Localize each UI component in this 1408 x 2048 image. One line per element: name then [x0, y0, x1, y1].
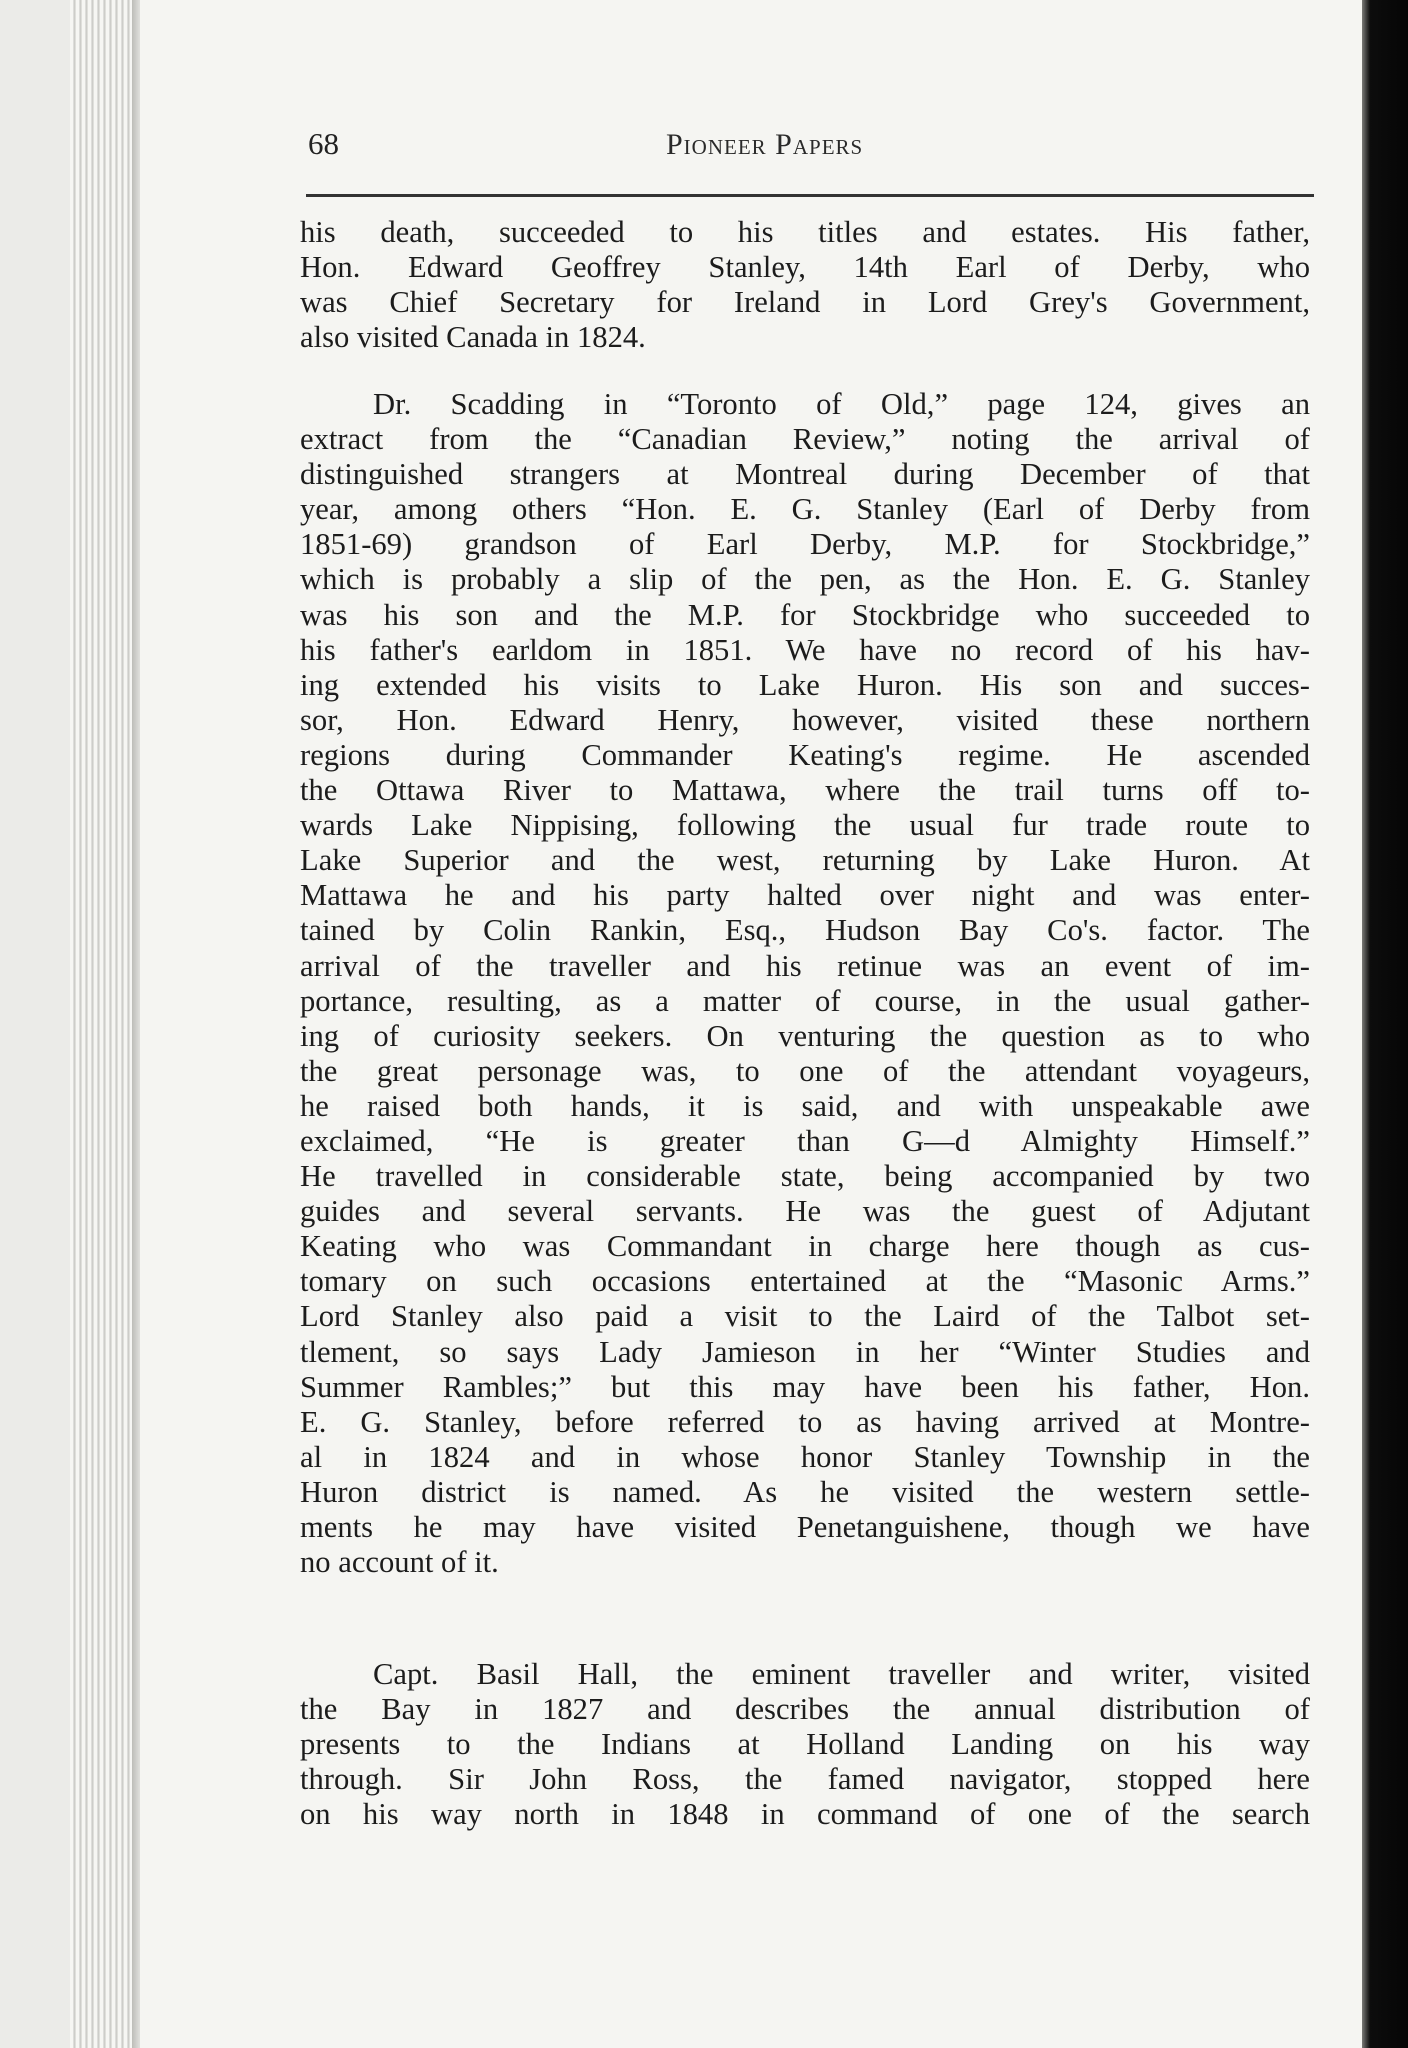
- text-line: also visited Canada in 1824.: [300, 320, 646, 355]
- text-line: portance, resulting, as a matter of course, in the usual gather-: [300, 983, 1310, 1018]
- text-line: Summer Rambles;” but this may have been his father, Hon.: [300, 1369, 1310, 1404]
- text-line: which is probably a slip of the pen, as the Hon. E. G. Stanley: [300, 562, 1310, 597]
- text-line: wards Lake Nippising, following the usual fur trade route to: [300, 808, 1310, 843]
- text-line: tained by Colin Rankin, Esq., Hudson Bay Co's. factor. The: [300, 913, 1310, 948]
- text-line: Lord Stanley also paid a visit to the Laird of the Talbot set-: [300, 1299, 1310, 1334]
- text-line: Hon. Edward Geoffrey Stanley, 14th Earl of Derby, who: [300, 250, 1310, 285]
- text-line: on his way north in 1848 in command of one of the search: [300, 1797, 1310, 1832]
- text-line: he raised both hands, it is said, and with unspeakable awe: [300, 1088, 1310, 1123]
- text-line: extract from the “Canadian Review,” noting the arrival of: [300, 422, 1310, 457]
- paragraph-1: [300, 215, 1310, 355]
- text-line: sor, Hon. Edward Henry, however, visited these northern: [300, 702, 1310, 737]
- text-line: arrival of the traveller and his retinue was an event of im-: [300, 948, 1310, 983]
- page-number: 68: [308, 126, 339, 161]
- paragraph-2: [300, 387, 1310, 1580]
- text-line: Mattawa he and his party halted over night and was enter-: [300, 878, 1310, 913]
- text-line: ments he may have visited Penetanguishene, though we have: [300, 1510, 1310, 1544]
- text-line: regions during Commander Keating's regime. He ascended: [300, 737, 1310, 772]
- text-line: Capt. Basil Hall, the eminent traveller and writer, visited: [373, 1657, 1310, 1691]
- page-edge-stack: [70, 0, 132, 2048]
- text-line: tomary on such occasions entertained at the “Masonic Arms.”: [300, 1264, 1310, 1299]
- text-line: Dr. Scadding in “Toronto of Old,” page 124, gives an: [373, 387, 1310, 421]
- text-line: no account of it.: [300, 1545, 499, 1580]
- header-rule: [306, 194, 1314, 197]
- text-line: his father's earldom in 1851. We have no record of his hav-: [300, 632, 1310, 667]
- text-line: was Chief Secretary for Ireland in Lord Grey's Government,: [300, 285, 1310, 320]
- text-line: guides and several servants. He was the guest of Adjutant: [300, 1194, 1310, 1229]
- text-line: was his son and the M.P. for Stockbridge who succeeded to: [300, 597, 1310, 632]
- text-line: year, among others “Hon. E. G. Stanley (Earl of Derby from: [300, 492, 1310, 527]
- running-header: [308, 124, 1314, 170]
- book-binding-edge: [1362, 0, 1408, 2048]
- text-line: Lake Superior and the west, returning by Lake Huron. At: [300, 843, 1310, 878]
- text-line: through. Sir John Ross, the famed navigator, stopped here: [300, 1762, 1310, 1797]
- text-line: the great personage was, to one of the attendant voyageurs,: [300, 1053, 1310, 1088]
- text-line: ing extended his visits to Lake Huron. His son and succes-: [300, 667, 1310, 702]
- text-line: presents to the Indians at Holland Landing on his way: [300, 1727, 1310, 1762]
- text-line: exclaimed, “He is greater than G—d Almighty Himself.”: [300, 1123, 1310, 1158]
- text-line: the Bay in 1827 and describes the annual distribution of: [300, 1692, 1310, 1727]
- text-line: Huron district is named. As he visited the western settle-: [300, 1474, 1310, 1509]
- text-line: 1851-69) grandson of Earl Derby, M.P. for Stockbridge,”: [300, 527, 1310, 562]
- text-line: E. G. Stanley, before referred to as having arrived at Montre-: [300, 1404, 1310, 1439]
- text-line: tlement, so says Lady Jamieson in her “Winter Studies and: [300, 1334, 1310, 1369]
- text-line: Keating who was Commandant in charge here though as cus-: [300, 1229, 1310, 1264]
- text-line: He travelled in considerable state, being accompanied by two: [300, 1159, 1310, 1194]
- text-line: al in 1824 and in whose honor Stanley Township in the: [300, 1439, 1310, 1474]
- paragraph-3: [300, 1657, 1310, 1832]
- text-line: distinguished strangers at Montreal during December of that: [300, 457, 1310, 492]
- running-title: Pioneer Papers: [666, 128, 864, 161]
- text-line: his death, succeeded to his titles and estates. His father,: [300, 215, 1310, 249]
- text-line: ing of curiosity seekers. On venturing the question as to who: [300, 1018, 1310, 1053]
- text-line: the Ottawa River to Mattawa, where the trail turns off to-: [300, 773, 1310, 808]
